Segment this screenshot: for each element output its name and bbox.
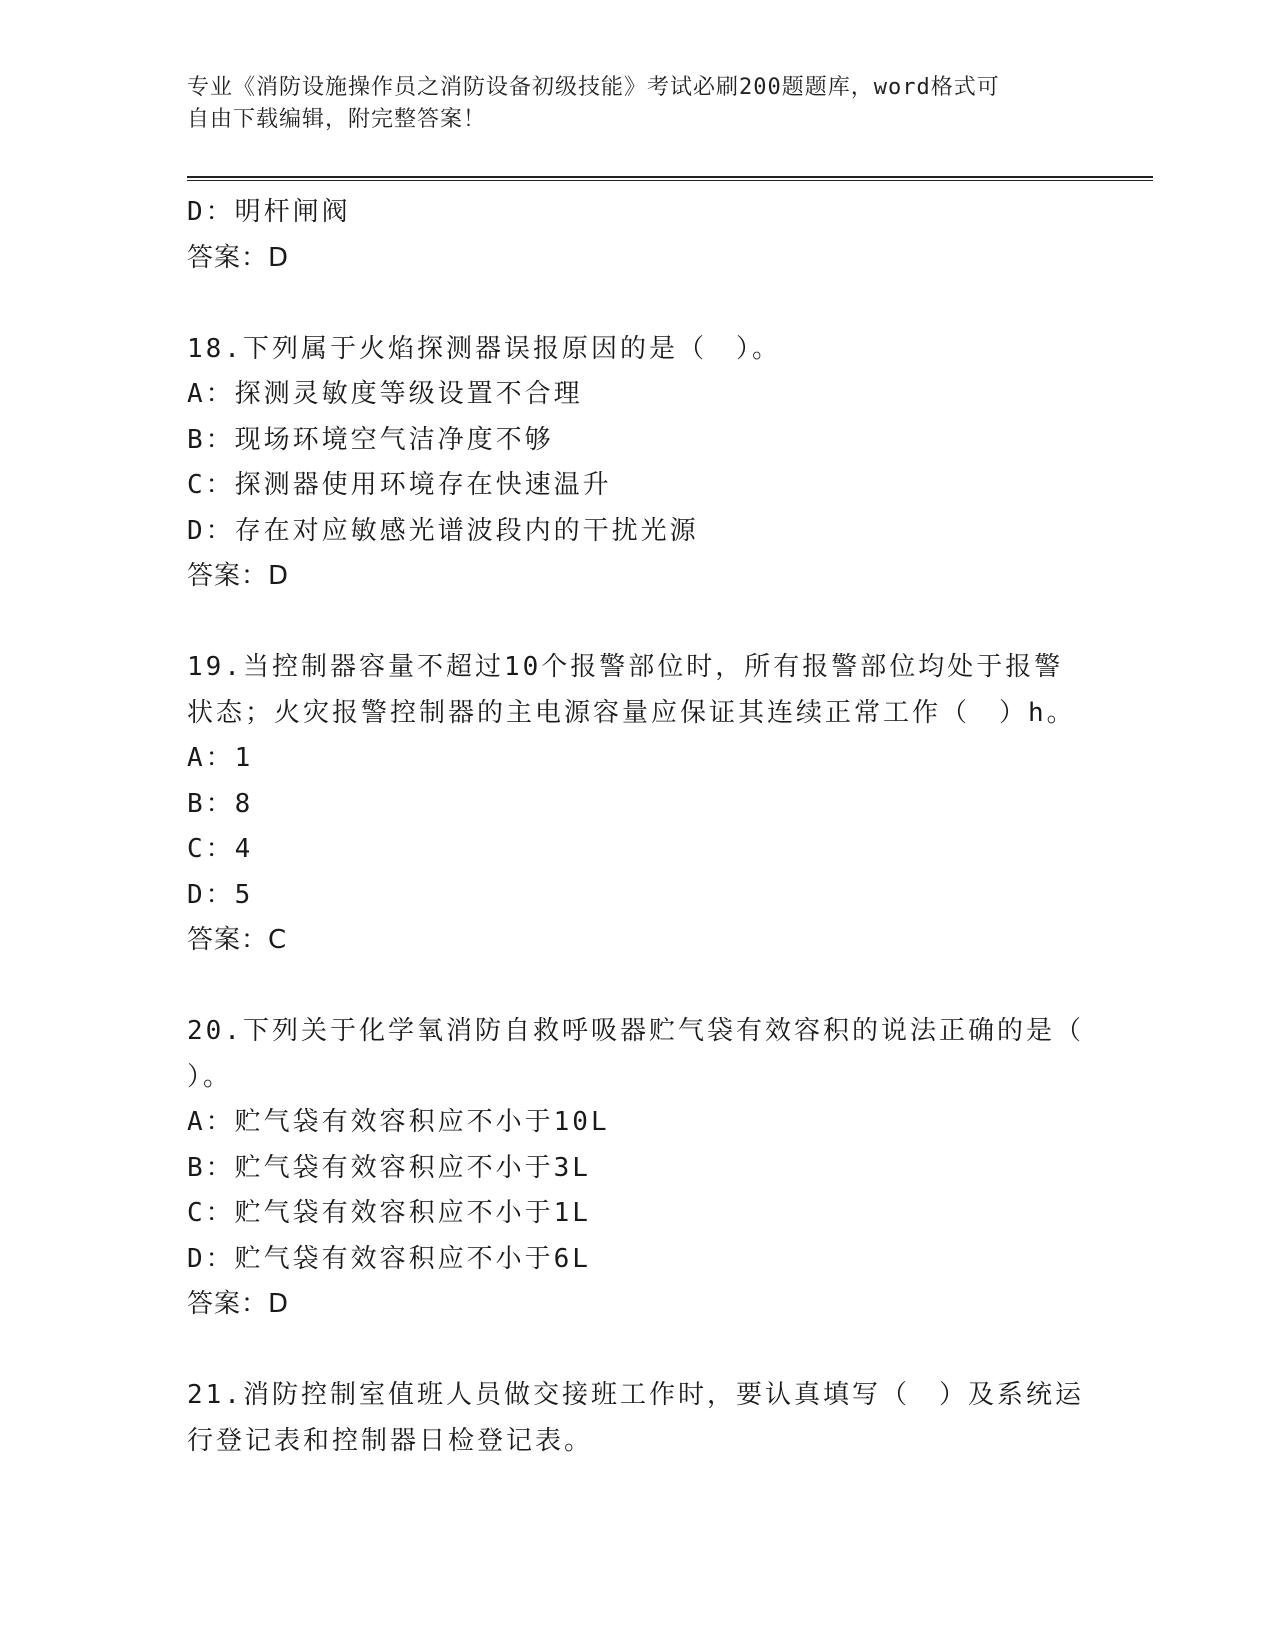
answer-label: 答案：C xyxy=(187,925,288,955)
question-list xyxy=(187,190,1087,1464)
answer-label: 答案：D xyxy=(187,242,290,273)
question-stem-line-1: 19.当控制器容量不超过10个报警部位时，所有报警部位均处于报警 xyxy=(187,652,1064,682)
option-c: C：探测器使用环境存在快速温升 xyxy=(187,470,612,500)
spacer xyxy=(187,964,1087,1010)
option-b: B：贮气袋有效容积应不小于3L xyxy=(187,1152,591,1183)
question-stem-line-2: 状态；火灾报警控制器的主电源容量应保证其连续正常工作（ ）h。 xyxy=(187,697,1076,728)
question-stem-line-2: ）。 xyxy=(187,1061,233,1092)
option-d: D：贮气袋有效容积应不小于6L xyxy=(187,1243,591,1274)
option-d: D：5 xyxy=(187,879,254,910)
question-stem-line-2: 行登记表和控制器日检登记表。 xyxy=(187,1425,594,1456)
option-c: C：4 xyxy=(187,834,254,864)
header-divider xyxy=(187,176,1153,181)
option-c: C：贮气袋有效容积应不小于1L xyxy=(187,1198,591,1228)
option-a: A：贮气袋有效容积应不小于10L xyxy=(187,1107,610,1137)
answer-label: 答案：D xyxy=(187,1289,290,1319)
option-a: A：探测灵敏度等级设置不合理 xyxy=(187,379,583,409)
question-stem-line-1: 21.消防控制室值班人员做交接班工作时，要认真填写（ ）及系统运 xyxy=(187,1380,1084,1410)
header-line-2: 自由下载编辑，附完整答案！ xyxy=(187,107,487,132)
header-line-1: 专业《消防设施操作员之消防设备初级技能》考试必刷200题题库，word格式可 xyxy=(187,75,1000,100)
option-b: B：现场环境空气洁净度不够 xyxy=(187,424,554,455)
question-stem: 18.下列属于火焰探测器误报原因的是（ ）。 xyxy=(187,333,781,364)
spacer xyxy=(187,600,1087,646)
answer-label: 答案：D xyxy=(187,561,290,591)
spacer xyxy=(187,1328,1087,1374)
page-header xyxy=(187,72,1067,136)
spacer xyxy=(187,281,1087,327)
option-b: B：8 xyxy=(187,788,254,819)
option-d: D：存在对应敏感光谱波段内的干扰光源 xyxy=(187,515,699,546)
option-a: A：1 xyxy=(187,743,254,773)
question-stem-line-1: 20.下列关于化学氧消防自救呼吸器贮气袋有效容积的说法正确的是（ xyxy=(187,1016,1084,1046)
option-d: D：明杆闸阀 xyxy=(187,197,351,227)
